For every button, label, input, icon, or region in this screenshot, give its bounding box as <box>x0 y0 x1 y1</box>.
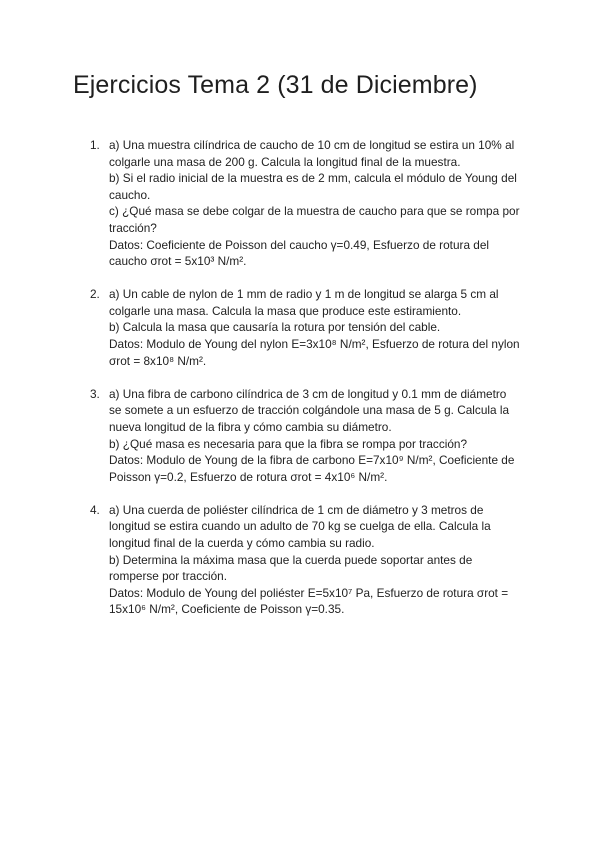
exercise-3 <box>90 386 530 486</box>
exercise-line: tracción? <box>109 220 157 235</box>
exercise-line: caucho. <box>109 187 151 202</box>
exercise-line: nueva longitud de la fibra y cómo cambia su diámetro. <box>109 419 392 434</box>
exercise-line: Datos: Modulo de Young del poliéster E=5x10⁷ Pa, Esfuerzo de rotura σrot = <box>109 585 509 600</box>
exercise-line: colgarle una masa. Calcula la masa que produce este estiramiento. <box>109 303 462 318</box>
exercise-line: b) Si el radio inicial de la muestra es de 2 mm, calcula el módulo de Young del <box>109 171 517 186</box>
exercise-line: longitud final de la cuerda y cómo cambia su radio. <box>109 535 375 550</box>
exercise-2 <box>90 286 530 369</box>
exercise-list <box>90 137 530 634</box>
exercise-4 <box>90 502 530 618</box>
exercise-line: b) Determina la máxima masa que la cuerda puede soportar antes de <box>109 552 473 567</box>
exercise-line: σrot = 8x10⁸ N/m². <box>109 353 207 368</box>
exercise-line: b) ¿Qué masa es necesaria para que la fibra se rompa por tracción? <box>109 436 468 451</box>
exercise-line: a) Una muestra cilíndrica de caucho de 10 cm de longitud se estira un 10% al <box>109 138 515 152</box>
exercise-line: romperse por tracción. <box>109 569 228 584</box>
exercise-line: Datos: Coeficiente de Poisson del caucho γ=0.49, Esfuerzo de rotura del <box>109 237 490 252</box>
exercise-line: se somete a un esfuerzo de tracción colgándole una masa de 5 g. Calcula la <box>109 403 510 418</box>
exercise-number: 2. <box>90 287 100 302</box>
exercise-1 <box>90 137 530 270</box>
exercise-line: caucho σrot = 5x10³ N/m². <box>109 254 247 269</box>
exercise-number: 3. <box>90 386 100 401</box>
exercise-line: Poisson γ=0.2, Esfuerzo de rotura σrot = 4x10⁶ N/m². <box>109 469 388 484</box>
exercise-line: a) Un cable de nylon de 1 mm de radio y 1 m de longitud se alarga 5 cm al <box>109 287 499 302</box>
exercise-line: b) Calcula la masa que causaría la rotura por tensión del cable. <box>109 320 441 335</box>
exercise-line: a) Una fibra de carbono cilíndrica de 3 cm de longitud y 0.1 mm de diámetro <box>109 386 507 401</box>
exercise-line: c) ¿Qué masa se debe colgar de la muestra de caucho para que se rompa por <box>109 204 520 219</box>
exercise-number: 4. <box>90 502 100 517</box>
exercise-line: Datos: Modulo de Young de la fibra de carbono E=7x10⁹ N/m², Coeficiente de <box>109 453 515 468</box>
exercise-line: Datos: Modulo de Young del nylon E=3x10⁸ N/m², Esfuerzo de rotura del nylon <box>109 337 520 352</box>
exercise-line: longitud se estira cuando un adulto de 70 kg se cuelga de ella. Calcula la <box>109 519 491 534</box>
exercise-number: 1. <box>90 138 100 152</box>
page-title: Ejercicios Tema 2 (31 de Diciembre) <box>73 71 478 99</box>
exercise-line: a) Una cuerda de poliéster cilíndrica de 1 cm de diámetro y 3 metros de <box>109 502 484 517</box>
exercise-line: colgarle una masa de 200 g. Calcula la longitud final de la muestra. <box>109 154 461 169</box>
exercise-line: 15x10⁶ N/m², Coeficiente de Poisson γ=0.35. <box>109 602 345 617</box>
